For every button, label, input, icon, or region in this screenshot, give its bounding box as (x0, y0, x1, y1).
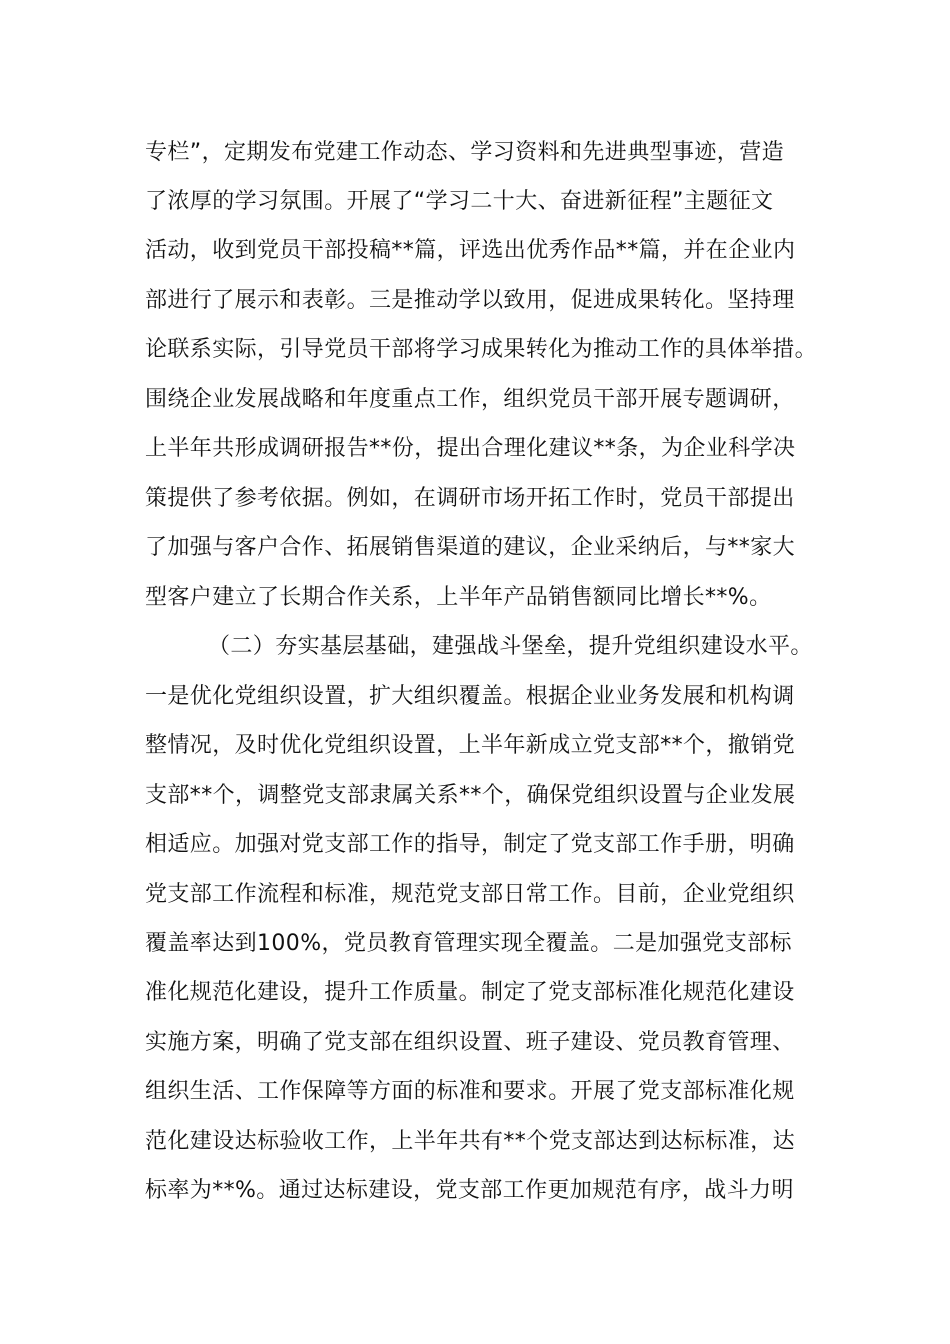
paragraph-line: 党支部工作流程和标准，规范党支部日常工作。目前，企业党组织 (145, 882, 795, 907)
paragraph-line: 覆盖率达到100%，党员教育管理实现全覆盖。二是加强党支部标 (145, 931, 792, 956)
paragraph-line: 实施方案，明确了党支部在组织设置、班子建设、党员教育管理、 (145, 1030, 795, 1055)
paragraph-line: 策提供了参考依据。例如，在调研市场开拓工作时，党员干部提出 (145, 486, 795, 511)
paragraph-line: 一是优化党组织设置，扩大组织覆盖。根据企业业务发展和机构调 (145, 684, 795, 709)
paragraph-line: 范化建设达标验收工作，上半年共有**个党支部达到达标标准，达 (145, 1129, 796, 1154)
paragraph-line: 围绕企业发展战略和年度重点工作，组织党员干部开展专题调研， (145, 387, 795, 412)
paragraph-line: 标率为**%。通过达标建设，党支部工作更加规范有序，战斗力明 (145, 1178, 794, 1203)
paragraph-line: 上半年共形成调研报告**份，提出合理化建议**条，为企业科学决 (145, 436, 796, 461)
paragraph-line: 组织生活、工作保障等方面的标准和要求。开展了党支部标准化规 (145, 1079, 795, 1104)
paragraph-line: 部进行了展示和表彰。三是推动学以致用，促进成果转化。坚持理 (145, 288, 795, 313)
paragraph-line: 型客户建立了长期合作关系，上半年产品销售额同比增长**%。 (145, 585, 772, 610)
paragraph-line: 相适应。加强对党支部工作的指导，制定了党支部工作手册，明确 (145, 832, 795, 857)
paragraph-line: 专栏”，定期发布党建工作动态、学习资料和先进典型事迹，营造 (145, 140, 784, 165)
paragraph-line: 了加强与客户合作、拓展销售渠道的建议，企业采纳后，与**家大 (145, 535, 796, 560)
paragraph-line: 准化规范化建设，提升工作质量。制定了党支部标准化规范化建设 (145, 980, 795, 1005)
paragraph-line: 活动，收到党员干部投稿**篇，评选出优秀作品**篇，并在企业内 (145, 238, 796, 263)
paragraph-line: 支部**个，调整党支部隶属关系**个，确保党组织设置与企业发展 (145, 783, 796, 808)
paragraph-line: 整情况，及时优化党组织设置，上半年新成立党支部**个，撤销党 (145, 733, 796, 758)
section-heading: （二）夯实基层基础，建强战斗堡垒，提升党组织建设水平。 (208, 634, 813, 659)
paragraph-line: 论联系实际，引导党员干部将学习成果转化为推动工作的具体举措。 (145, 337, 818, 362)
paragraph-line: 了浓厚的学习氛围。开展了“学习二十大、奋进新征程”主题征文 (145, 189, 774, 214)
